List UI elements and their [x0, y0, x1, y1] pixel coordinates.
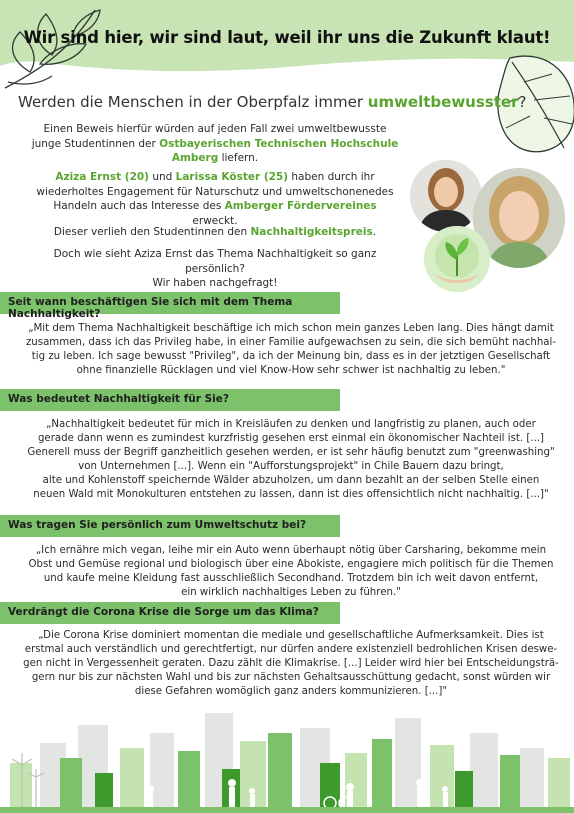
section-heading-1: Seit wann beschäftigen Sie sich mit dem Thema Nachhaltigkeit?	[0, 292, 340, 314]
plant-in-hands-image	[424, 226, 490, 292]
answer-4: „Die Corona Krise dominiert momentan die mediale und gesellschaftliche Aufmerksamkeit. Dies ist erstmal auch verständlich und gerechtfertigt, nur dürfen andere existenziell bedrohlichen Krisen deswe- gen nicht in Vergessenheit geraten. Dazu zählt die Klimakrise. [...] Leider wird hier bei Entscheidungsträ- gern nur bis zur nächsten Wahl und bis zur nächsten Gehaltsausschüttung gedacht, sonst würden wir diese Gefahren womöglich ganz anders kommunizieren. [...]"	[23, 630, 559, 697]
section-heading-2: Was bedeutet Nachhaltigkeit für Sie?	[0, 389, 340, 411]
header-banner	[0, 0, 574, 92]
intro-paragraph-3: Dieser verlieh den Studentinnen den Nachhaltigkeitspreis.	[53, 226, 377, 238]
city-skyline-illustration	[0, 703, 574, 813]
plant-in-hands-icon	[424, 226, 490, 292]
question-highlight: umweltbewusster	[367, 93, 519, 111]
banner-title: Wir sind hier, wir sind laut, weil ihr uns die Zukunft klaut!	[23, 28, 551, 47]
section-heading-4: Verdrängt die Corona Krise die Sorge um das Klima?	[0, 602, 340, 624]
intro-paragraph-4: Doch wie sieht Aziza Ernst das Thema Nachhaltigkeit so ganz persönlich? Wir haben nachgefragt!	[53, 248, 377, 289]
answer-2: „Nachhaltigkeit bedeutet für mich in Kreisläufen zu denken und langfristig zu planen, auch oder gerade dann wenn es zumindest kurzfristig gesehen erst einmal ein ökonomischer Nachteil ist. [...] Generell muss der Begriff ganzheitlich gesehen werden, er ist sehr häufig benutzt zum "greenwashing" von Unternehmen [...]. Wenn ein "Aufforstungsprojekt" in Chile Bauern dazu bringt, alte und Kohlenstoff speichernde Wälder abzuholzen, um dann bezahlt an der selben Stelle einen neuen Wald mit Monokulturen entstehen zu lassen, dann ist dies offensichtlich nicht nachhaltig. [...]"	[27, 419, 555, 500]
intro-paragraph-2: Aziza Ernst (20) und Larissa Köster (25) haben durch ihr wiederholtes Engagement für Naturschutz und umweltschonenedes Handeln auch das Interesse des Amberger Fördervereines erweckt.	[36, 171, 394, 227]
person-icon	[410, 160, 482, 232]
lead-question: Werden die Menschen in der Oberpfalz immer umweltbewusster?	[18, 93, 527, 111]
answer-1: „Mit dem Thema Nachhaltigkeit beschäftige ich mich schon mein ganzes Leben lang. Dies hängt damit zusammen, dass ich das Privileg habe, in einer Familie aufgewachsen zu sein, die sich bemüht nachhal- tig zu leben. Ich sage bewusst "Privileg", da ich der Meinung bin, dass es in der jetztigen Gesellschaft ohne finanzielle Rücklagen und viel Know-How sehr schwer ist nachhaltig zu leben."	[25, 323, 557, 376]
answer-3: „Ich ernähre mich vegan, leihe mir ein Auto wenn überhaupt nötig über Carsharing, bekomme mein Obst und Gemüse regional und biologisch über eine Abokiste, engagiere mich politisch für die Themen und kaufe meine Kleidung fast ausschließlich Secondhand. Trotzdem bin ich weit davon entfernt, ein wirklich nachhaltiges Leben zu führen."	[28, 545, 554, 598]
intro-paragraph-1: Einen Beweis hierfür würden auf jeden Fall zwei umweltbewusste junge Studentinnen der Ostbayerischen Technischen Hochschule Amberg liefern.	[31, 123, 399, 164]
section-heading-3: Was tragen Sie persönlich zum Umweltschutz bei?	[0, 515, 340, 537]
